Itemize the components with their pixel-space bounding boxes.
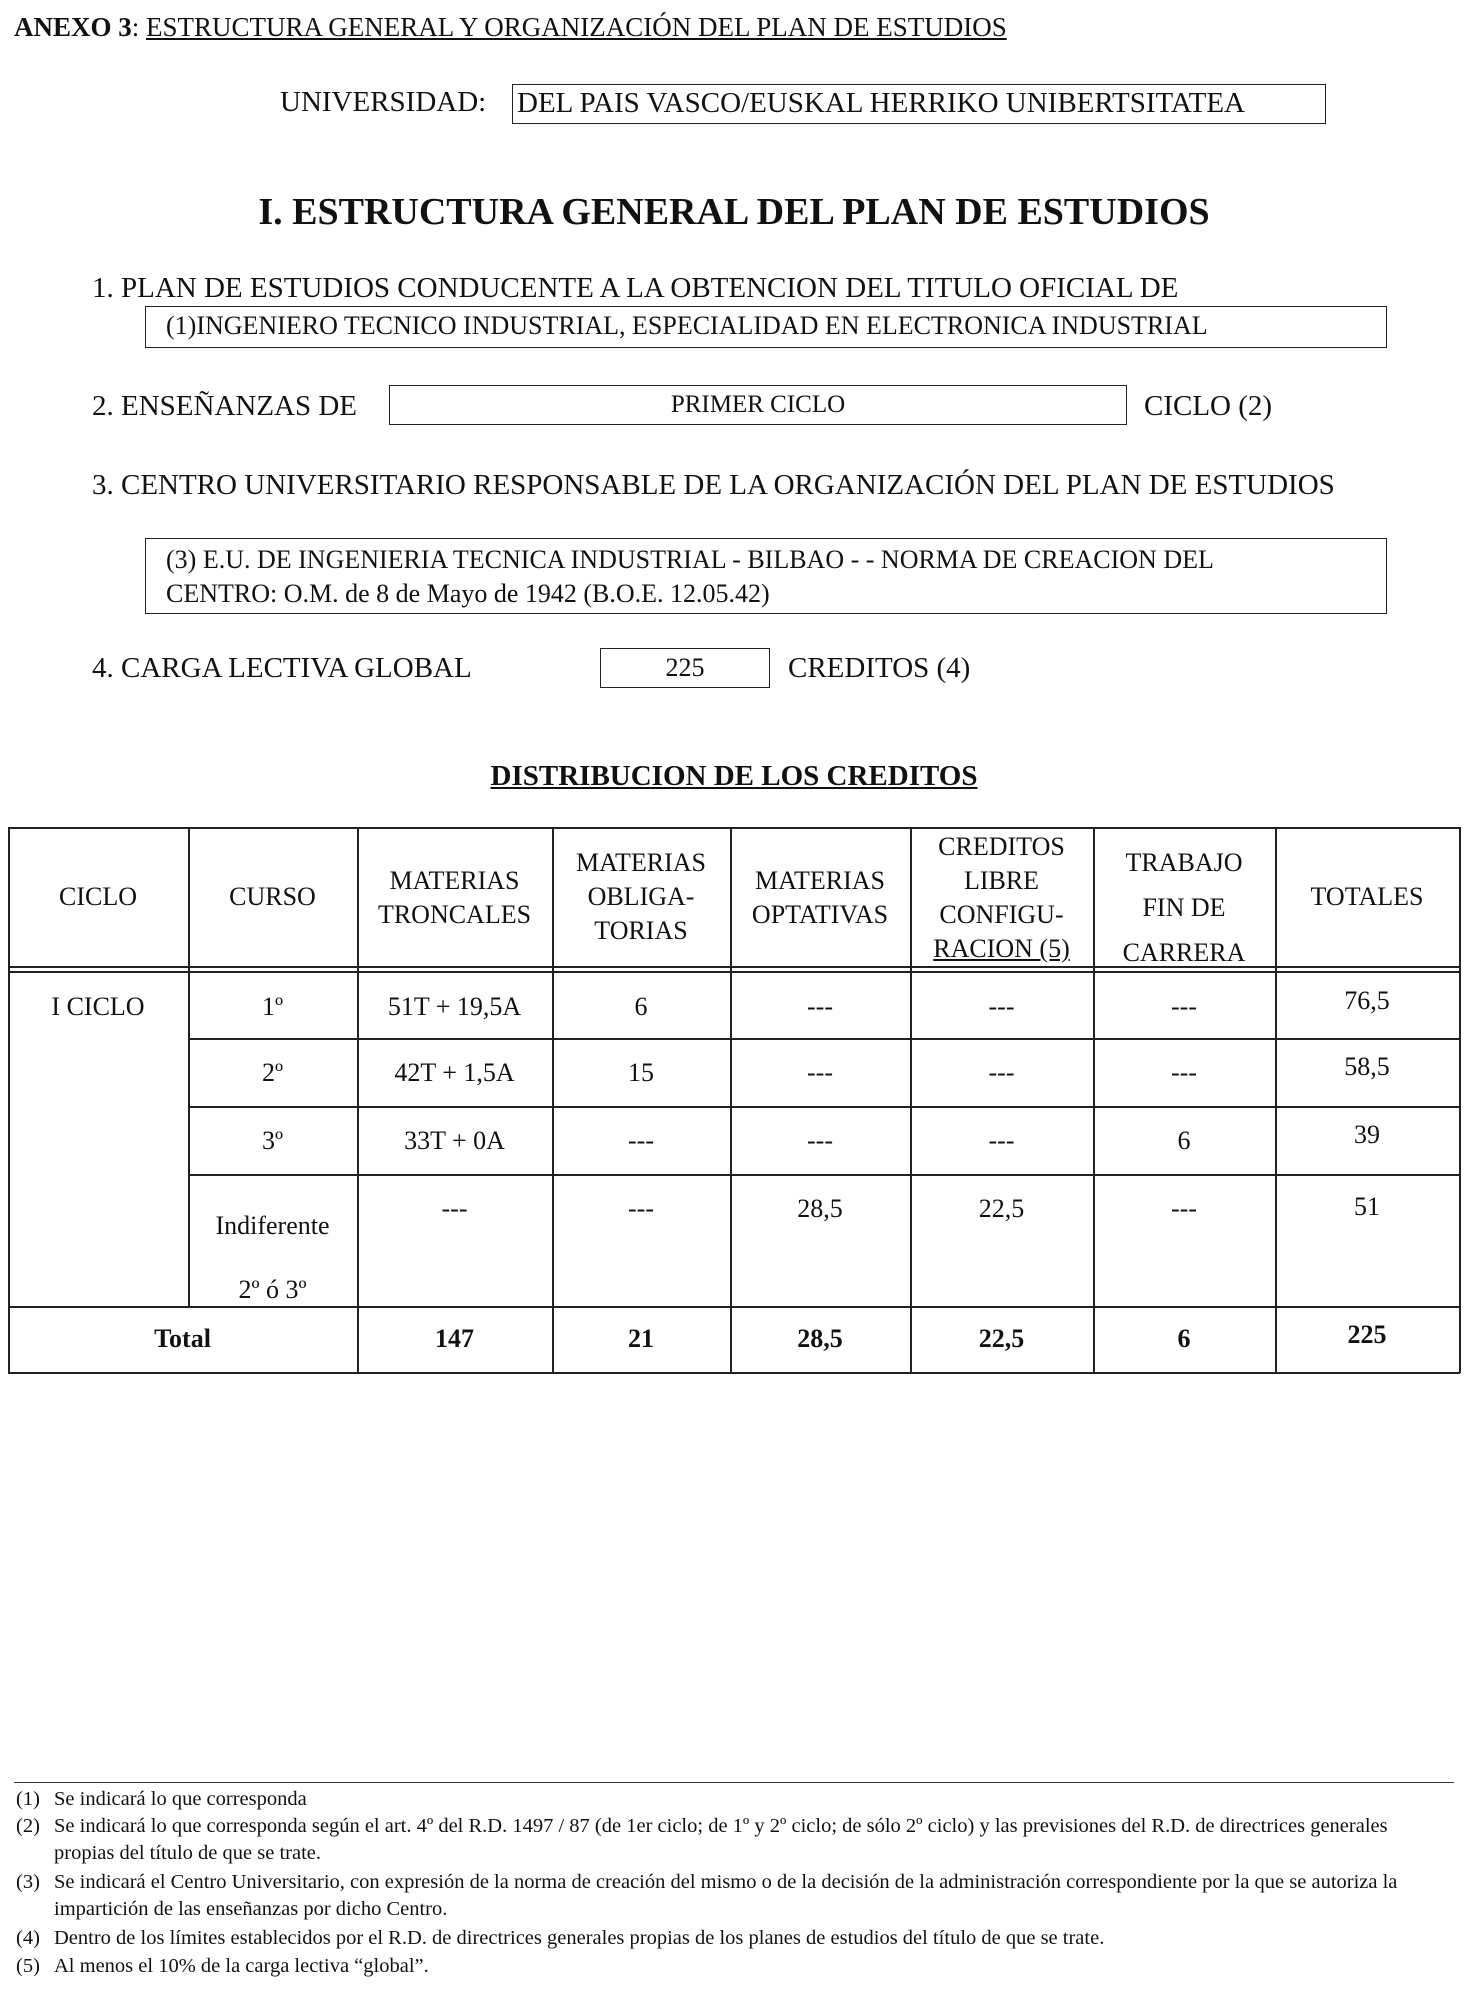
section4-label: 4. CARGA LECTIVA GLOBAL <box>92 652 472 684</box>
table-row4-obligatorias: --- <box>628 1194 654 1223</box>
ciclo-cell: I CICLO <box>51 992 145 1021</box>
col-header-troncales: MATERIAS TRONCALES <box>377 866 532 929</box>
table-total-obligatorias: 21 <box>628 1324 654 1353</box>
section2-suffix: CICLO (2) <box>1144 390 1273 422</box>
page-title: I. ESTRUCTURA GENERAL DEL PLAN DE ESTUDIOS <box>258 191 1210 233</box>
table-row3-trabajo: 6 <box>1177 1126 1191 1155</box>
col-header-libre-configuracion: CREDITOS LIBRE CONFIGU- RACION (5) <box>933 832 1070 963</box>
table-row1-total: 76,5 <box>1344 986 1390 1015</box>
distribution-title: DISTRIBUCION DE LOS CREDITOS <box>490 760 978 792</box>
table-row4-optativas: 28,5 <box>797 1194 843 1223</box>
footnote-4: (4) Dentro de los límites establecidos por el R.D. de directrices generales propias de los planes de estudios del título de que se trate. <box>16 1927 1105 1949</box>
table-row2-optativas: --- <box>807 1058 833 1087</box>
table-row2-total: 58,5 <box>1344 1052 1390 1081</box>
table-row3-total: 39 <box>1354 1120 1380 1149</box>
university-label: UNIVERSIDAD: <box>280 86 487 118</box>
table-row4-total: 51 <box>1354 1192 1380 1221</box>
table-row2-trabajo: --- <box>1171 1058 1197 1087</box>
table-row1-curso: 1º <box>261 992 284 1021</box>
table-total-trabajo: 6 <box>1177 1324 1191 1353</box>
col-header-obligatorias: MATERIAS OBLIGA- TORIAS <box>575 848 706 945</box>
table-rule-top <box>8 827 1460 829</box>
table-rule-v8 <box>1459 827 1461 1373</box>
col-header-optativas: MATERIAS OPTATIVAS <box>751 866 889 929</box>
section3-center-line1: (3) E.U. DE INGENIERIA TECNICA INDUSTRIAL - BILBAO - - NORMA DE CREACION DEL <box>166 545 1214 574</box>
table-row2-troncales: 42T + 1,5A <box>394 1058 515 1087</box>
table-row1-optativas: --- <box>807 992 833 1021</box>
col-header-ciclo: CICLO <box>59 882 137 911</box>
section2-cycle-value: PRIMER CICLO <box>389 385 1127 425</box>
section2-label: 2. ENSEÑANZAS DE <box>92 390 358 422</box>
annex-label: ANEXO 3 <box>14 12 132 42</box>
footnote-divider <box>14 1782 1454 1783</box>
table-row2-obligatorias: 15 <box>628 1058 654 1087</box>
table-total-libre: 22,5 <box>978 1324 1025 1353</box>
section1-label: 1. PLAN DE ESTUDIOS CONDUCENTE A LA OBTENCION DEL TITULO OFICIAL DE <box>92 272 1179 304</box>
table-row1-libre: --- <box>988 992 1015 1021</box>
section4-credits-value: 225 <box>600 648 770 688</box>
table-row4-trabajo: --- <box>1171 1194 1197 1223</box>
table-rule-row1 <box>188 1038 1460 1040</box>
table-row3-curso: 3º <box>261 1126 284 1155</box>
section1-degree-title: (1)INGENIERO TECNICO INDUSTRIAL, ESPECIALIDAD EN ELECTRONICA INDUSTRIAL <box>145 306 1387 348</box>
university-value: DEL PAIS VASCO/EUSKAL HERRIKO UNIBERTSITATEA <box>512 84 1326 124</box>
section3-center-line2: CENTRO: O.M. de 8 de Mayo de 1942 (B.O.E. 12.05.42) <box>166 579 770 608</box>
section3-center-box <box>145 538 1387 614</box>
table-row3-libre: --- <box>988 1126 1015 1155</box>
table-total-label: Total <box>154 1324 211 1353</box>
table-total-totales: 225 <box>1347 1320 1387 1349</box>
table-row1-obligatorias: 6 <box>634 992 648 1021</box>
table-row3-troncales: 33T + 0A <box>404 1126 505 1155</box>
section4-suffix: CREDITOS (4) <box>788 652 971 684</box>
annex-title: ESTRUCTURA GENERAL Y ORGANIZACIÓN DEL PLAN DE ESTUDIOS <box>146 12 1007 42</box>
footnote-1: (1) Se indicará lo que corresponda <box>16 1788 307 1810</box>
table-row1-trabajo: --- <box>1171 992 1197 1021</box>
table-rule-row2 <box>188 1106 1460 1108</box>
table-total-optativas: 28,5 <box>797 1324 843 1353</box>
section3-label: 3. CENTRO UNIVERSITARIO RESPONSABLE DE LA ORGANIZACIÓN DEL PLAN DE ESTUDIOS <box>92 469 1335 501</box>
table-rule-row3 <box>188 1174 1460 1176</box>
col-header-trabajo-fin-carrera: TRABAJO FIN DE CARRERA <box>1122 848 1246 967</box>
footnote-2: (2) Se indicará lo que corresponda según el art. 4º del R.D. 1497 / 87 (de 1er ciclo; de 1º y 2º ciclo; de sólo 2º ciclo) y las previsiones del R.D. de directrices generales propias del título de que se trate. <box>16 1815 1388 1864</box>
col-header-totales: TOTALES <box>1310 882 1424 911</box>
table-row3-obligatorias: --- <box>628 1126 654 1155</box>
table-row4-troncales: --- <box>441 1194 468 1223</box>
table-row4-libre: 22,5 <box>978 1194 1025 1223</box>
col-header-curso: CURSO <box>229 882 316 911</box>
footnote-5: (5) Al menos el 10% de la carga lectiva “global”. <box>16 1955 429 1977</box>
table-total-troncales: 147 <box>435 1324 474 1353</box>
table-row4-curso: Indiferente 2º ó 3º <box>215 1211 330 1304</box>
footnote-3: (3) Se indicará el Centro Universitario, con expresión de la norma de creación del mismo o de la decisión de la administración correspondiente por la que se autoriza la impartición de las enseñanzas por dicho Centro. <box>16 1871 1398 1920</box>
annex-heading: ANEXO 3: ESTRUCTURA GENERAL Y ORGANIZACIÓN DEL PLAN DE ESTUDIOS <box>14 12 1007 42</box>
table-row2-libre: --- <box>988 1058 1015 1087</box>
table-rule-bottom <box>8 1372 1460 1374</box>
table-row1-troncales: 51T + 19,5A <box>387 992 522 1021</box>
table-row3-optativas: --- <box>807 1126 833 1155</box>
table-row2-curso: 2º <box>261 1058 284 1087</box>
